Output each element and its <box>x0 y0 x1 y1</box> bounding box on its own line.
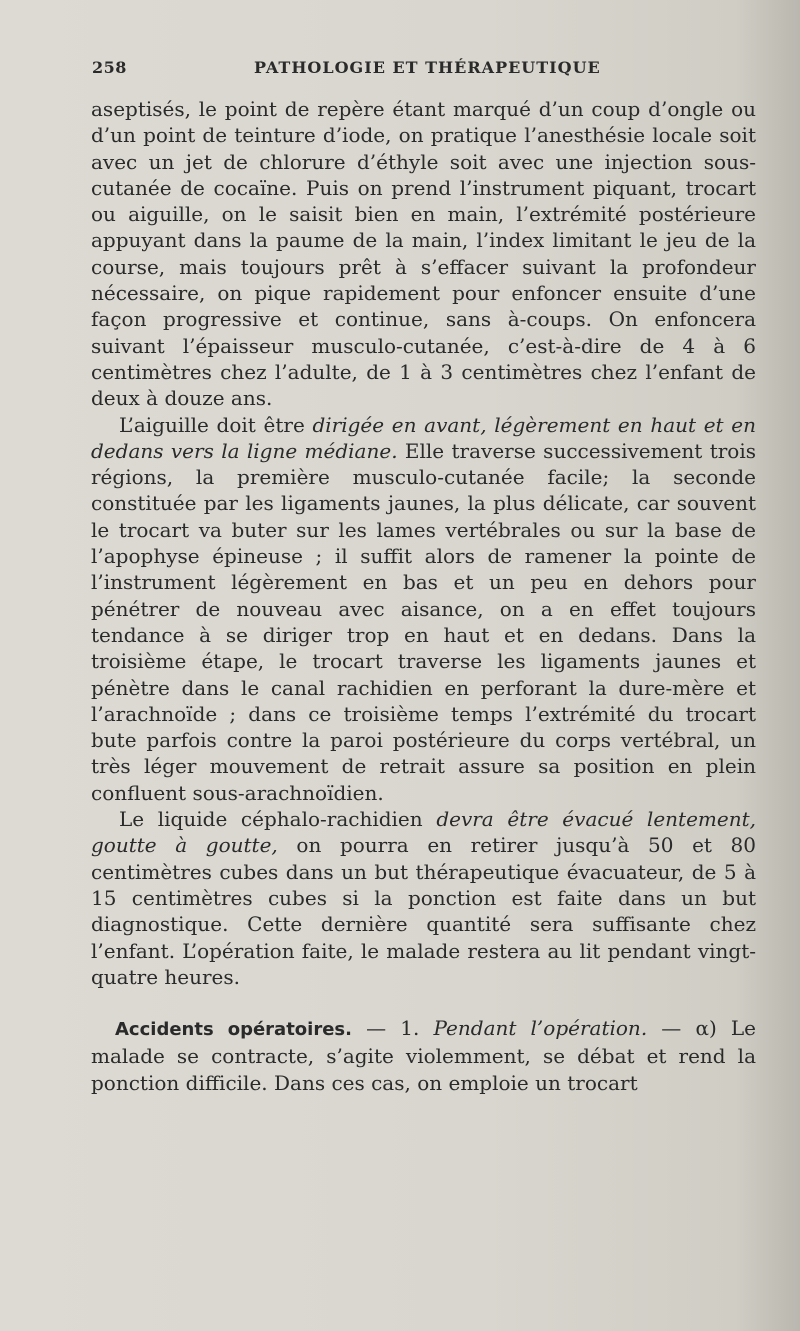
paragraph-3-italic: devra être évacué lentement, goutte à goutte, <box>91 807 756 858</box>
paragraph-2-italic: dirigée en avant, légèrement en haut et en dedans vers la ligne médiane. <box>91 412 756 463</box>
paragraph-4-rest: — α) Le malade se contracte, s’agite violemment, se débat et rend la ponction difficile. Dans ces cas, on emploie un trocart <box>91 1016 757 1095</box>
paragraph-2-start: L’aiguille doit être <box>119 412 313 437</box>
paragraph-4 <box>91 1015 756 1096</box>
paragraph-4-mid: — 1. <box>351 1016 434 1041</box>
paragraph-3-start: Le liquide céphalo-rachidien <box>119 807 437 832</box>
page-header <box>92 58 760 84</box>
section-heading: Accidents opératoires. <box>115 1019 352 1041</box>
paragraph-2 <box>91 412 756 806</box>
paragraph-3-rest: on pourra en retirer jusqu’à 50 et 80 centimètres cubes dans un but thérapeutique évacuateur, de 5 à 15 centimètres cubes si la ponction est faite dans un but diagnostique. Cette dernière quantité sera suffisante chez l’enfant. L’opération faite, le malade restera au lit pendant vingt-quatre heures. <box>91 833 757 989</box>
running-title: PATHOLOGIE ET THÉRAPEUTIQUE <box>254 58 601 77</box>
paragraph-3 <box>91 806 756 990</box>
body-text <box>91 96 756 1096</box>
page-number: 258 <box>92 58 127 77</box>
paragraph-2-rest: Elle traverse successivement trois régions, la première musculo-cutanée facile; la seconde constituée par les ligaments jaunes, la plus délicate, car souvent le trocart va buter sur les lames vertébrales ou sur la base de l’apophyse épineuse ; il suffit alors de ramener la pointe de l’instrument légèrement en bas et un peu en dehors pour pénétrer de nouveau avec aisance, on a en effet toujours tendance à se diriger trop en haut et en dedans. Dans la troisième étape, le trocart traverse les ligaments jaunes et pénètre dans le canal rachidien en perforant la dure-mère et l’arachnoïde ; dans ce troisième temps l’extrémité du trocart bute parfois contre la paroi postérieure du corps vertébral, un très léger mouvement de retrait assure sa position en plein confluent sous-arachnoïdien. <box>91 438 756 805</box>
paragraph-4-italic: Pendant l’opération. <box>433 1016 648 1041</box>
paragraph-1: aseptisés, le point de repère étant marqué d’un coup d’ongle ou d’un point de teinture d’iode, on pratique l’anesthésie locale soit avec un jet de chlorure d’éthyle soit avec une injection sous-cutanée de cocaïne. Puis on prend l’instrument piquant, trocart ou aiguille, on le saisit bien en main, l’extrémité postérieure appuyant dans la paume de la main, l’index limitant le jeu de la course, mais toujours prêt à s’effacer suivant la profondeur nécessaire, on pique rapidement pour enfoncer ensuite d’une façon progressive et continue, sans à-coups. On enfoncera suivant l’épaisseur musculo-cutanée, c’est-à-dire de 4 à 6 centimètres chez l’adulte, de 1 à 3 centimètres chez l’enfant de deux à douze ans. <box>91 97 756 411</box>
